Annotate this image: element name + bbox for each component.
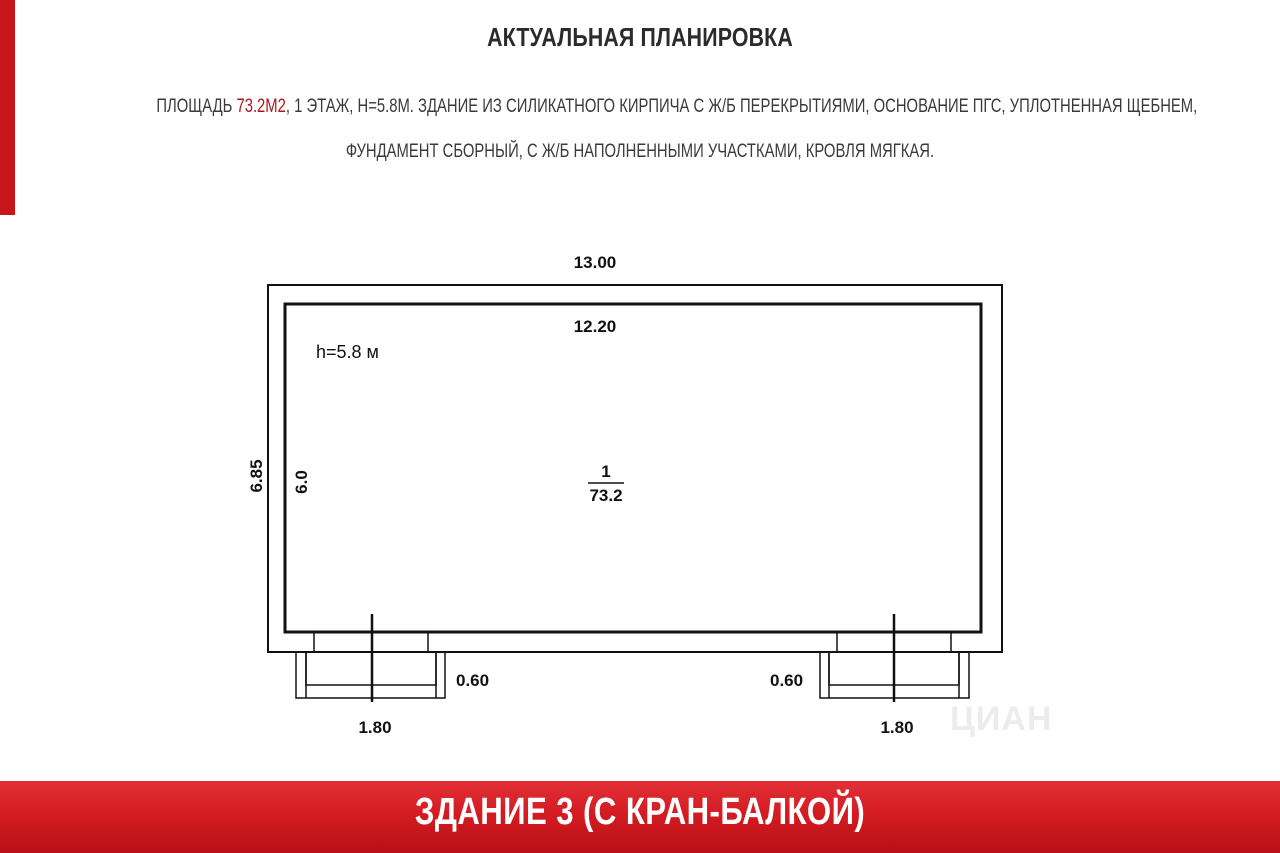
outer-depth-label: 6.85 [247, 459, 266, 493]
right-door [820, 614, 969, 702]
inner-wall [285, 304, 981, 632]
footer-title: ЗДАНИЕ 3 (С КРАН-БАЛКОЙ) [414, 791, 866, 833]
height-note: h=5.8 м [316, 342, 379, 362]
outer-wall [268, 285, 1002, 652]
description-rest: , 1 ЭТАЖ, Н=5.8М. ЗДАНИЕ ИЗ СИЛИКАТНОГО КИРПИЧА С Ж/Б ПЕРЕКРЫТИЯМИ, ОСНОВАНИЕ ПГС, УПЛОТНЕННАЯ ЩЕБНЕМ, [285, 96, 1198, 117]
page-title: АКТУАЛЬНАЯ ПЛАНИРОВКА [487, 22, 793, 52]
room-area: 73.2 [589, 486, 623, 505]
left-door [296, 614, 445, 702]
description-line-2: ФУНДАМЕНТ СБОРНЫЙ, С Ж/Б НАПОЛНЕННЫМИ УЧАСТКАМИ, КРОВЛЯ МЯГКАЯ. [345, 141, 935, 162]
watermark-logo: ЦИАН [950, 700, 1053, 738]
inner-depth-label: 6.0 [292, 470, 311, 494]
description-prefix: ПЛОЩАДЬ [156, 96, 237, 117]
left-door-depth-label: 0.60 [456, 671, 490, 690]
right-door-depth-label: 0.60 [770, 671, 804, 690]
left-door-width-label: 1.80 [358, 718, 392, 737]
description-area: 73.2М2 [236, 96, 286, 117]
footer-banner [0, 781, 1280, 853]
right-door-width-label: 1.80 [880, 718, 914, 737]
outer-width-label: 13.00 [573, 253, 617, 272]
room-number: 1 [601, 462, 611, 481]
inner-width-label: 12.20 [573, 317, 617, 336]
